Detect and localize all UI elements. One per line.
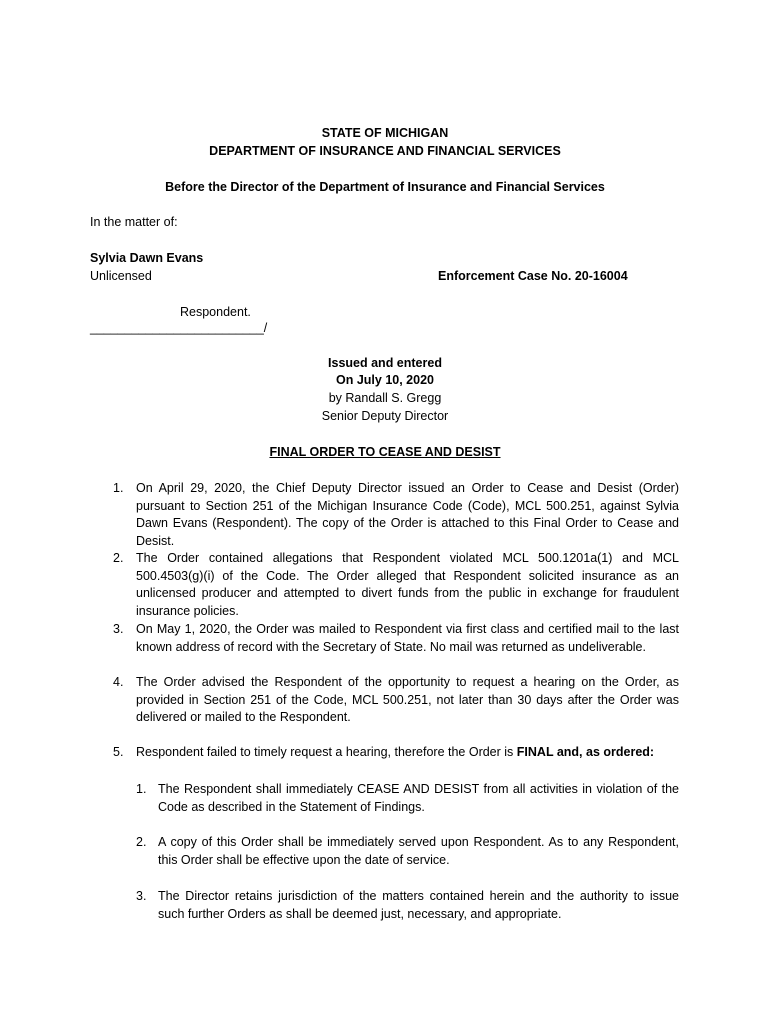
license-status: Unlicensed xyxy=(90,269,152,283)
respondent-label: Respondent. xyxy=(180,305,251,319)
before-director-line: Before the Director of the Department of Insurance and Financial Services xyxy=(165,180,605,194)
issued-by: by Randall S. Gregg xyxy=(328,391,442,405)
paragraph-number: 5. xyxy=(113,745,124,759)
paragraph-5-final: FINAL and, as ordered: xyxy=(516,745,655,759)
sub-item-number: 2. xyxy=(136,835,147,849)
paragraph-number: 1. xyxy=(113,481,124,495)
paragraph-number: 3. xyxy=(113,622,124,636)
sub-item-3: The Director retains jurisdiction of the matters contained herein and the authority to issue such further Orders as shall be deemed just, necessary, and appropriate. xyxy=(158,889,679,921)
department-heading: DEPARTMENT OF INSURANCE AND FINANCIAL SERVICES xyxy=(209,144,561,158)
paragraph-1: On April 29, 2020, the Chief Deputy Director issued an Order to Cease and Desist (Order) pursuant to Section 251 of the Michigan Insurance Code (Code), MCL 500.251, against Sylvia Dawn Evans (Respondent). The copy of the Order is attached to this Final Order to Cease and Desist. xyxy=(136,481,679,548)
sub-item-number: 3. xyxy=(136,889,147,903)
issued-line: Issued and entered xyxy=(328,356,442,370)
caption-rule: _________________________/ xyxy=(90,321,268,335)
state-heading: STATE OF MICHIGAN xyxy=(321,126,449,140)
paragraph-number: 2. xyxy=(113,551,124,565)
paragraph-3: On May 1, 2020, the Order was mailed to Respondent via first class and certified mail to the last known address of record with the Secretary of State. No mail was returned as undeliverable. xyxy=(136,622,679,654)
sub-item-number: 1. xyxy=(136,782,147,796)
case-number: Enforcement Case No. 20-16004 xyxy=(438,269,628,283)
sub-item-1: The Respondent shall immediately CEASE AND DESIST from all activities in violation of the Code as described in the Statement of Findings. xyxy=(158,782,679,814)
sub-item-2: A copy of this Order shall be immediately served upon Respondent. As to any Respondent, this Order shall be effective upon the date of service. xyxy=(158,835,679,867)
paragraph-5-text: Respondent failed to timely request a hearing, therefore the Order is xyxy=(136,745,517,759)
paragraph-5 xyxy=(136,744,679,762)
issued-date: On July 10, 2020 xyxy=(336,373,434,387)
respondent-name: Sylvia Dawn Evans xyxy=(90,251,204,265)
issuer-title: Senior Deputy Director xyxy=(321,409,449,423)
paragraph-4: The Order advised the Respondent of the opportunity to request a hearing on the Order, as provided in Section 251 of the Code, MCL 500.251, not later than 30 days after the Order was delivered or mailed to the Respondent. xyxy=(136,675,679,724)
matter-label: In the matter of: xyxy=(90,215,178,229)
order-title: FINAL ORDER TO CEASE AND DESIST xyxy=(269,445,501,459)
paragraph-2: The Order contained allegations that Respondent violated MCL 500.1201a(1) and MCL 500.4503(g)(i) of the Code. The Order alleged that Respondent solicited insurance as an unlicensed producer and attempted to divert funds from the public in exchange for fraudulent insurance policies. xyxy=(136,551,679,618)
paragraph-number: 4. xyxy=(113,675,124,689)
